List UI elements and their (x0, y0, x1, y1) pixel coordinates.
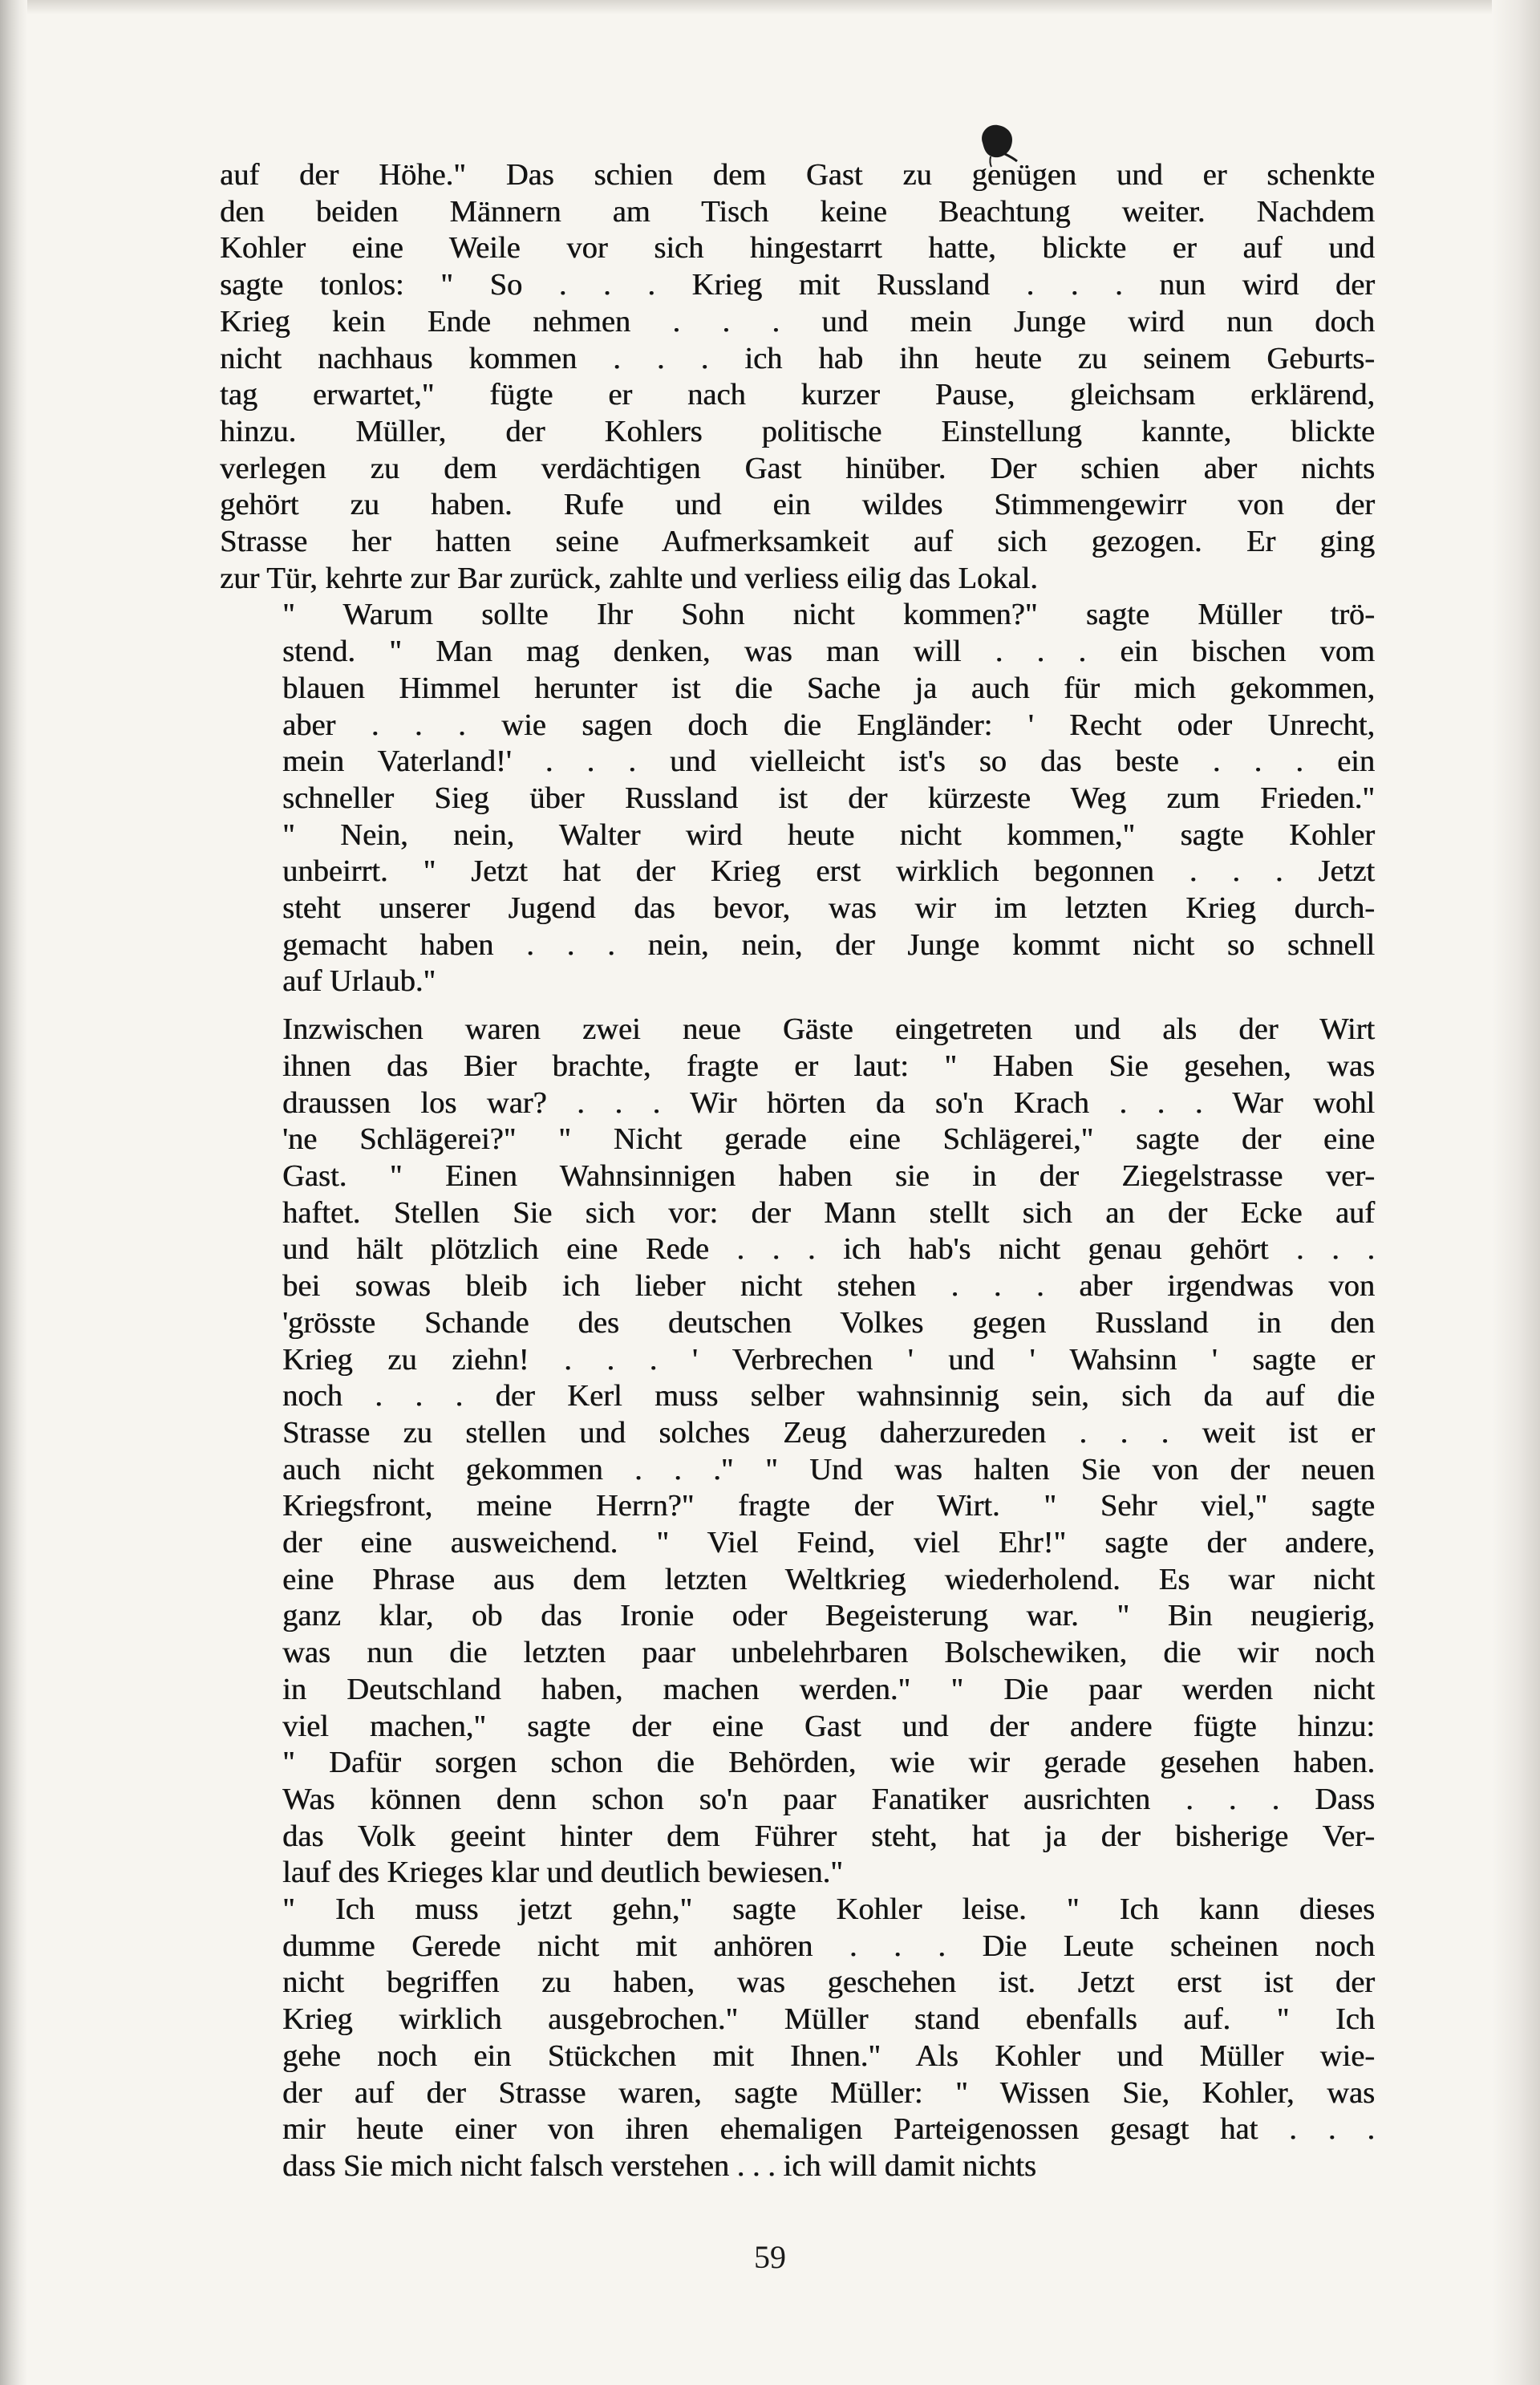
text-line: gehört zu haben. Rufe und ein wildes Stimmengewirr von der (220, 488, 1375, 522)
text-line: der eine ausweichend. " Viel Feind, viel Ehr!" sagte der andere, (282, 1526, 1375, 1560)
text-line: nicht nachhaus kommen . . . ich hab ihn heute zu seinem Geburts- (220, 341, 1375, 375)
text-line: hinzu. Müller, der Kohlers politische Einstellung kannte, blickte (220, 414, 1375, 448)
text-line: gemacht haben . . . nein, nein, der Junge kommt nicht so schnell (282, 927, 1375, 962)
text-line: Inzwischen waren zwei neue Gäste eingetreten und als der Wirt (282, 1012, 1375, 1047)
text-line: bei sowas bleib ich lieber nicht stehen . . . aber irgendwas von (282, 1269, 1375, 1304)
text-line: und hält plötzlich eine Rede . . . ich hab's nicht genau gehört . . . (282, 1232, 1375, 1267)
page-top-edge-shadow (0, 0, 1540, 14)
text-line: blauen Himmel herunter ist die Sache ja auch für mich gekommen, (282, 671, 1375, 705)
page-left-edge-shadow (0, 0, 27, 2385)
page-body-text (220, 157, 1375, 2185)
text-line: ganz klar, ob das Ironie oder Begeisterung war. " Bin neugierig, (282, 1599, 1375, 1633)
text-line: Was können denn schon so'n paar Fanatiker ausrichten . . . Dass (282, 1782, 1375, 1816)
text-line: mein Vaterland!' . . . und vielleicht ist's so das beste . . . ein (282, 744, 1375, 779)
text-line: steht unserer Jugend das bevor, was wir im letzten Krieg durch- (282, 891, 1375, 926)
text-line: mir heute einer von ihren ehemaligen Parteigenossen gesagt hat . . . (282, 2112, 1375, 2147)
text-line: lauf des Krieges klar und deutlich bewiesen." (282, 1856, 843, 1890)
text-line: das Volk geeint hinter dem Führer steht, hat ja der bisherige Ver- (282, 1819, 1375, 1853)
text-line: eine Phrase aus dem letzten Weltkrieg wiederholend. Es war nicht (282, 1562, 1375, 1596)
text-line: den beiden Männern am Tisch keine Beachtung weiter. Nachdem (220, 194, 1375, 229)
text-line: auch nicht gekommen . . ." " Und was halten Sie von der neuen (282, 1452, 1375, 1487)
text-line: in Deutschland haben, machen werden." " Die paar werden nicht (282, 1672, 1375, 1706)
text-line: Krieg wirklich ausgebrochen." Müller stand ebenfalls auf. " Ich (282, 2002, 1375, 2037)
page-number: 59 (754, 2239, 786, 2275)
text-line: Strasse zu stellen und solches Zeug daherzureden . . . weit ist er (282, 1415, 1375, 1450)
text-line: verlegen zu dem verdächtigen Gast hinüber. Der schien aber nichts (220, 451, 1375, 485)
text-line: was nun die letzten paar unbelehrbaren Bolschewiken, die wir noch (282, 1636, 1375, 1670)
text-line: unbeirrt. " Jetzt hat der Krieg erst wirklich begonnen . . . Jetzt (282, 854, 1375, 889)
text-line: gehe noch ein Stückchen mit Ihnen." Als Kohler und Müller wie- (282, 2038, 1375, 2073)
text-line: sagte tonlos: " So . . . Krieg mit Russland . . . nun wird der (220, 268, 1375, 302)
text-line: Krieg kein Ende nehmen . . . und mein Junge wird nun doch (220, 304, 1375, 339)
text-line: Kohler eine Weile vor sich hingestarrt hatte, blickte er auf und (220, 231, 1375, 266)
text-line: schneller Sieg über Russland ist der kürzeste Weg zum Frieden." (282, 781, 1375, 815)
text-line: dumme Gerede nicht mit anhören . . . Die Leute scheinen noch (282, 1929, 1375, 1963)
text-line: haftet. Stellen Sie sich vor: der Mann stellt sich an der Ecke auf (282, 1195, 1375, 1230)
text-line: Gast. " Einen Wahnsinnigen haben sie in der Ziegelstrasse ver- (282, 1158, 1375, 1193)
text-line: viel machen," sagte der eine Gast und der andere fügte hinzu: (282, 1709, 1375, 1743)
text-line: 'ne Schlägerei?" " Nicht gerade eine Schlägerei," sagte der eine (282, 1122, 1375, 1157)
text-line: " Ich muss jetzt gehn," sagte Kohler leise. " Ich kann dieses (282, 1892, 1375, 1927)
paragraph (220, 1012, 1375, 1892)
text-line: dass Sie mich nicht falsch verstehen . . . ich will damit nichts (282, 2148, 1036, 2183)
paragraph (220, 1892, 1375, 2185)
paragraph (220, 597, 1375, 1000)
text-line: tag erwartet," fügte er nach kurzer Pause, gleichsam erklärend, (220, 378, 1375, 412)
text-line: Strasse her hatten seine Aufmerksamkeit auf sich gezogen. Er ging (220, 525, 1375, 559)
text-line: 'grösste Schande des deutschen Volkes gegen Russland in den (282, 1305, 1375, 1340)
text-line: noch . . . der Kerl muss selber wahnsinnig sein, sich da auf die (282, 1379, 1375, 1414)
page-right-edge-shadow (1492, 0, 1540, 2385)
text-line: nicht begriffen zu haben, was geschehen ist. Jetzt erst ist der (282, 1965, 1375, 2000)
text-line: ihnen das Bier brachte, fragte er laut: " Haben Sie gesehen, was (282, 1049, 1375, 1083)
text-line: " Warum sollte Ihr Sohn nicht kommen?" sagte Müller trö- (282, 598, 1375, 632)
text-line: " Nein, nein, Walter wird heute nicht kommen," sagte Kohler (282, 817, 1375, 852)
text-line: zur Tür, kehrte zur Bar zurück, zahlte und verliess eilig das Lokal. (220, 561, 1038, 595)
text-line: Kriegsfront, meine Herrn?" fragte der Wirt. " Sehr viel," sagte (282, 1489, 1375, 1523)
text-line: der auf der Strasse waren, sagte Müller: " Wissen Sie, Kohler, was (282, 2075, 1375, 2110)
text-line: " Dafür sorgen schon die Behörden, wie wir gerade gesehen haben. (282, 1746, 1375, 1780)
text-line: aber . . . wie sagen doch die Engländer: ' Recht oder Unrecht, (282, 708, 1375, 742)
text-line: draussen los war? . . . Wir hörten da so'n Krach . . . War wohl (282, 1085, 1375, 1120)
text-line: auf der Höhe." Das schien dem Gast zu genügen und er schenkte (220, 158, 1375, 192)
paragraph (220, 157, 1375, 597)
text-line: Krieg zu ziehn! . . . ' Verbrechen ' und ' Wahsinn ' sagte er (282, 1342, 1375, 1377)
text-line: auf Urlaub." (282, 964, 436, 999)
text-line: stend. " Man mag denken, was man will . . . ein bischen vom (282, 635, 1375, 669)
